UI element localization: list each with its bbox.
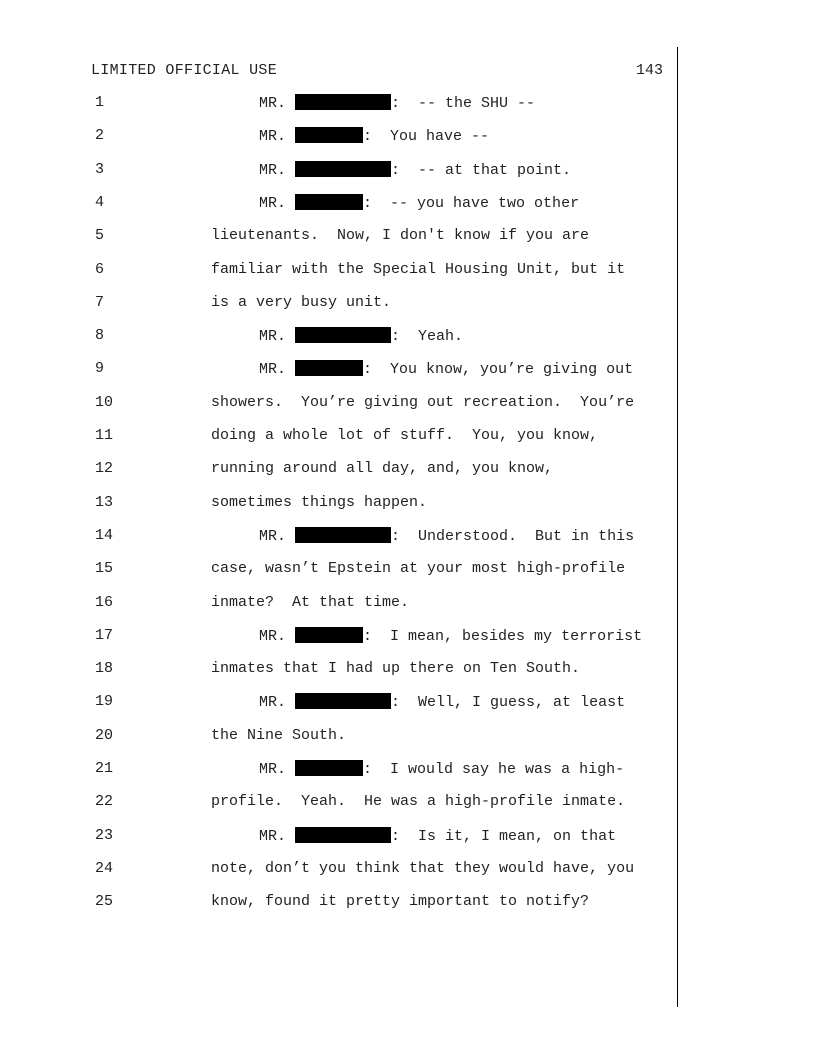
line-content <box>211 560 625 577</box>
speech-text: : Well, I guess, at least <box>391 694 626 712</box>
speech-text: : You have -- <box>363 128 490 146</box>
speech-text: inmates that I had up there on Ten South. <box>211 660 581 678</box>
speaker-label: MR. <box>259 694 287 712</box>
line-number: 14 <box>95 526 114 544</box>
redaction-block <box>295 760 363 776</box>
line-content <box>211 294 391 311</box>
line-number: 13 <box>95 493 114 511</box>
line-content <box>259 161 571 179</box>
line-content <box>259 527 634 545</box>
line-content <box>259 360 633 378</box>
line-number: 15 <box>95 560 114 578</box>
speaker-label: MR. <box>259 128 287 146</box>
line-number: 20 <box>95 726 114 744</box>
line-number: 25 <box>95 893 114 911</box>
speech-text: sometimes things happen. <box>211 493 428 511</box>
speech-text: note, don’t you think that they would have, you <box>211 859 635 877</box>
line-content <box>259 627 642 645</box>
line-content <box>211 460 553 477</box>
speech-text: showers. You’re giving out recreation. You’re <box>211 393 635 411</box>
speaker-label: MR. <box>259 627 287 645</box>
speech-text: : -- the SHU -- <box>391 95 536 112</box>
redaction-block <box>295 94 391 110</box>
line-content <box>211 594 409 611</box>
redaction-block <box>295 827 391 843</box>
speech-text: : Is it, I mean, on that <box>391 827 617 845</box>
line-content <box>211 394 634 411</box>
line-content <box>259 94 535 112</box>
line-content <box>211 727 346 744</box>
speech-text: lieutenants. Now, I don't know if you are <box>211 227 590 245</box>
speaker-label: MR. <box>259 161 287 179</box>
page-number: 143 <box>636 62 664 79</box>
speech-text: : I would say he was a high- <box>363 761 625 778</box>
speaker-label: MR. <box>259 95 287 112</box>
line-number: 18 <box>95 660 114 678</box>
line-number: 10 <box>95 393 114 411</box>
line-number: 16 <box>95 593 114 611</box>
line-number: 9 <box>95 360 105 378</box>
speech-text: : You know, you’re giving out <box>363 361 634 379</box>
line-content <box>211 660 580 677</box>
redaction-block <box>295 127 363 143</box>
line-number: 11 <box>95 427 114 444</box>
redaction-block <box>295 161 391 177</box>
speech-text: : -- you have two other <box>363 194 580 212</box>
speech-text: know, found it pretty important to notify? <box>211 893 590 911</box>
speech-text: : Understood. But in this <box>391 527 635 545</box>
line-content <box>211 793 625 810</box>
speech-text: is a very busy unit. <box>211 293 392 311</box>
speech-text: doing a whole lot of stuff. You, you know, <box>211 427 599 444</box>
line-number: 1 <box>95 94 105 111</box>
redaction-block <box>295 693 391 709</box>
line-number: 23 <box>95 826 114 844</box>
speaker-label: MR. <box>259 194 287 212</box>
speaker-label: MR. <box>259 827 287 845</box>
speech-text: : Yeah. <box>391 328 464 346</box>
line-number: 2 <box>95 127 105 145</box>
speech-text: inmate? At that time. <box>211 593 410 611</box>
speaker-label: MR. <box>259 527 287 545</box>
line-number: 6 <box>95 260 105 278</box>
line-content <box>259 194 579 212</box>
redaction-block <box>295 194 363 210</box>
speech-text: profile. Yeah. He was a high-profile inmate. <box>211 793 626 811</box>
line-number: 24 <box>95 859 114 877</box>
speaker-label: MR. <box>259 328 287 346</box>
line-content <box>259 760 624 778</box>
line-number: 8 <box>95 327 105 345</box>
line-number: 7 <box>95 293 105 311</box>
line-number: 17 <box>95 626 114 644</box>
line-content <box>259 327 463 345</box>
line-number: 12 <box>95 460 114 478</box>
line-number: 3 <box>95 160 105 178</box>
redaction-block <box>295 527 391 543</box>
speaker-label: MR. <box>259 761 287 778</box>
line-content <box>259 827 616 845</box>
speaker-label: MR. <box>259 361 287 379</box>
line-number: 19 <box>95 693 114 711</box>
line-number: 5 <box>95 227 105 245</box>
right-margin-rule <box>677 47 678 1007</box>
speech-text: the Nine South. <box>211 726 347 744</box>
line-content <box>211 227 589 244</box>
speech-text: : -- at that point. <box>391 161 572 179</box>
line-number: 21 <box>95 760 114 777</box>
redaction-block <box>295 327 391 343</box>
redaction-block <box>295 627 363 643</box>
redaction-block <box>295 360 363 376</box>
line-content <box>211 261 625 278</box>
line-content <box>259 127 489 145</box>
speech-text: : I mean, besides my terrorist <box>363 627 643 645</box>
line-content <box>259 693 625 711</box>
speech-text: running around all day, and, you know, <box>211 460 554 478</box>
classification-header: LIMITED OFFICIAL USE <box>91 62 278 79</box>
line-number: 4 <box>95 193 105 211</box>
line-content <box>211 494 427 511</box>
speech-text: case, wasn’t Epstein at your most high-profile <box>211 560 626 578</box>
line-number: 22 <box>95 793 114 811</box>
line-content <box>211 860 634 877</box>
line-content <box>211 893 589 910</box>
speech-text: familiar with the Special Housing Unit, but it <box>211 260 626 278</box>
line-content <box>211 427 598 444</box>
